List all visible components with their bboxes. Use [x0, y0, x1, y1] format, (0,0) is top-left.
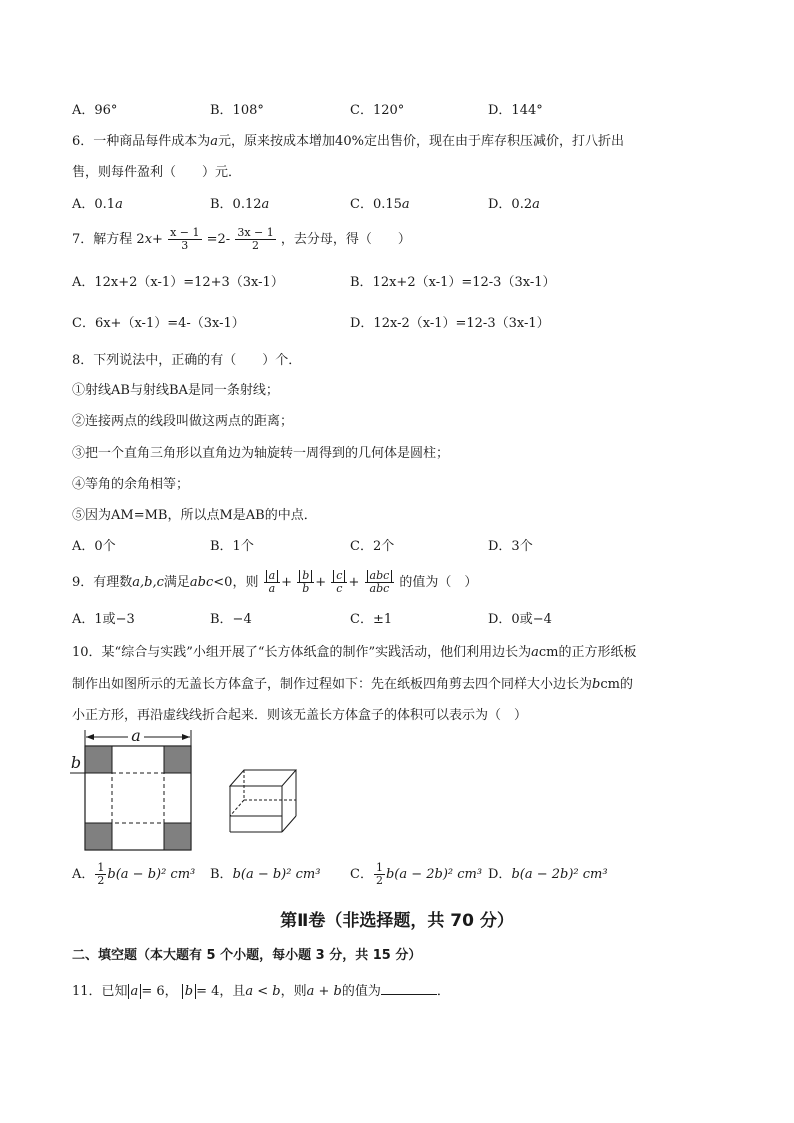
q9-term-b: $\frac{b}{b}$	[297, 570, 314, 595]
q9-term-abc: $\frac{\text{abc}}{\text{abc}}$	[365, 570, 395, 595]
q9-option-c: C．±1	[350, 612, 393, 627]
q10-option-c: C． $\frac{1}{2}$ b(a − 2b)² cm³	[350, 861, 483, 887]
q10-label-b: b	[70, 753, 82, 772]
q9-term-c: $\frac{c}{c}$	[331, 570, 347, 595]
q9-option-a: A．1或−3	[72, 612, 135, 627]
q6-option-a: A．0.1a	[72, 197, 123, 212]
q7-option-d: D．12x-2（x-1）=12-3（3x-1）	[350, 316, 550, 331]
q10-option-a: A． $\frac{1}{2}$ b(a − b)² cm³	[72, 861, 196, 887]
q6-stem-line2: 售，则每件盈利（ ）元．	[72, 165, 242, 180]
q8-stem: 8．下列说法中，正确的有（ ）个．	[72, 353, 302, 368]
q7-option-b: B．12x+2（x-1）=12-3（3x-1）	[350, 275, 556, 290]
q10-stem-line2: 制作出如图所示的无盖长方体盒子，制作过程如下：先在纸板四角剪去四个同样大小边长为bcm的	[72, 677, 633, 692]
q10-option-b: B．b(a − b)² cm³	[210, 867, 321, 882]
q10-stem-line1: 10．某“综合与实践”小组开展了“长方体纸盒的制作”实践活动，他们利用边长为acm的正方形纸板	[72, 645, 637, 660]
q8-statement-2: ②连接两点的线段叫做这两点的距离；	[72, 414, 294, 429]
q5-option-a: A．96°	[72, 103, 118, 118]
q8-statement-1: ①射线AB与射线BA是同一条射线；	[72, 383, 279, 398]
q8-option-b: B．1个	[210, 539, 254, 554]
q11-stem: 11．已知 a = 6， b = 4，且a < b，则a + b的值为 ．	[72, 984, 450, 999]
q5-option-d: D．144°	[488, 103, 543, 118]
q7-option-a: A．12x+2（x-1）=12+3（3x-1）	[72, 275, 284, 290]
q8-statement-3: ③把一个直角三角形以直角边为轴旋转一周得到的几何体是圆柱；	[72, 446, 450, 461]
q6-stem-line1: 6．一种商品每件成本为a元，原来按成本增加40%定出售价，现在由于库存积压减价，打八折出	[72, 134, 624, 149]
q5-option-c: C．120°	[350, 103, 405, 118]
q10-board-figure	[66, 724, 206, 854]
section-2-heading: 二、填空题（本大题有 5 个小题，每小题 3 分，共 15 分）	[72, 948, 422, 963]
q7-fraction-1: $\frac{x - 1}{3}$	[170, 226, 200, 252]
q10-box-figure	[222, 764, 302, 836]
q11-answer-blank[interactable]	[381, 982, 437, 995]
q8-statement-4: ④等角的余角相等；	[72, 477, 190, 492]
q7-stem: 7．解方程 2x+ $\frac{x - 1}{3}$ =2- $\frac{3x - 1}{2}$ ，去分母，得（ ）	[72, 226, 411, 252]
q10-stem-line3: 小正方形，再沿虚线线折合起来．则该无盖长方体盒子的体积可以表示为（ ）	[72, 708, 528, 723]
q9-option-b: B．−4	[210, 612, 252, 627]
q10-option-d: D．b(a − 2b)² cm³	[488, 867, 608, 882]
q7-option-c: C．6x+（x-1）=4-（3x-1）	[72, 316, 245, 331]
q9-term-a: $\frac{a}{a}$	[264, 570, 281, 595]
q8-option-d: D．3个	[488, 539, 533, 554]
q9-option-d: D．0或−4	[488, 612, 552, 627]
q6-option-d: D．0.2a	[488, 197, 540, 212]
q8-option-a: A．0个	[72, 539, 116, 554]
q6-option-b: B．0.12a	[210, 197, 270, 212]
q7-fraction-2: $\frac{3x - 1}{2}$	[237, 226, 274, 252]
q8-statement-5: ⑤因为AM=MB，所以点M是AB的中点．	[72, 508, 317, 523]
q9-stem: 9．有理数a,b,c满足abc<0，则 $\frac{a}{a}$ + $\frac{b}{b}$ + $\frac{c}{c}$ + $\frac{\text{abc}}{\text{abc}}$ 的值为（ ）	[72, 569, 478, 595]
q8-option-c: C．2个	[350, 539, 395, 554]
q6-option-c: C．0.15a	[350, 197, 410, 212]
q5-option-b: B．108°	[210, 103, 264, 118]
section-2-title: 第Ⅱ卷（非选择题，共 70 分）	[280, 911, 514, 931]
q10-label-a: a	[131, 726, 141, 745]
